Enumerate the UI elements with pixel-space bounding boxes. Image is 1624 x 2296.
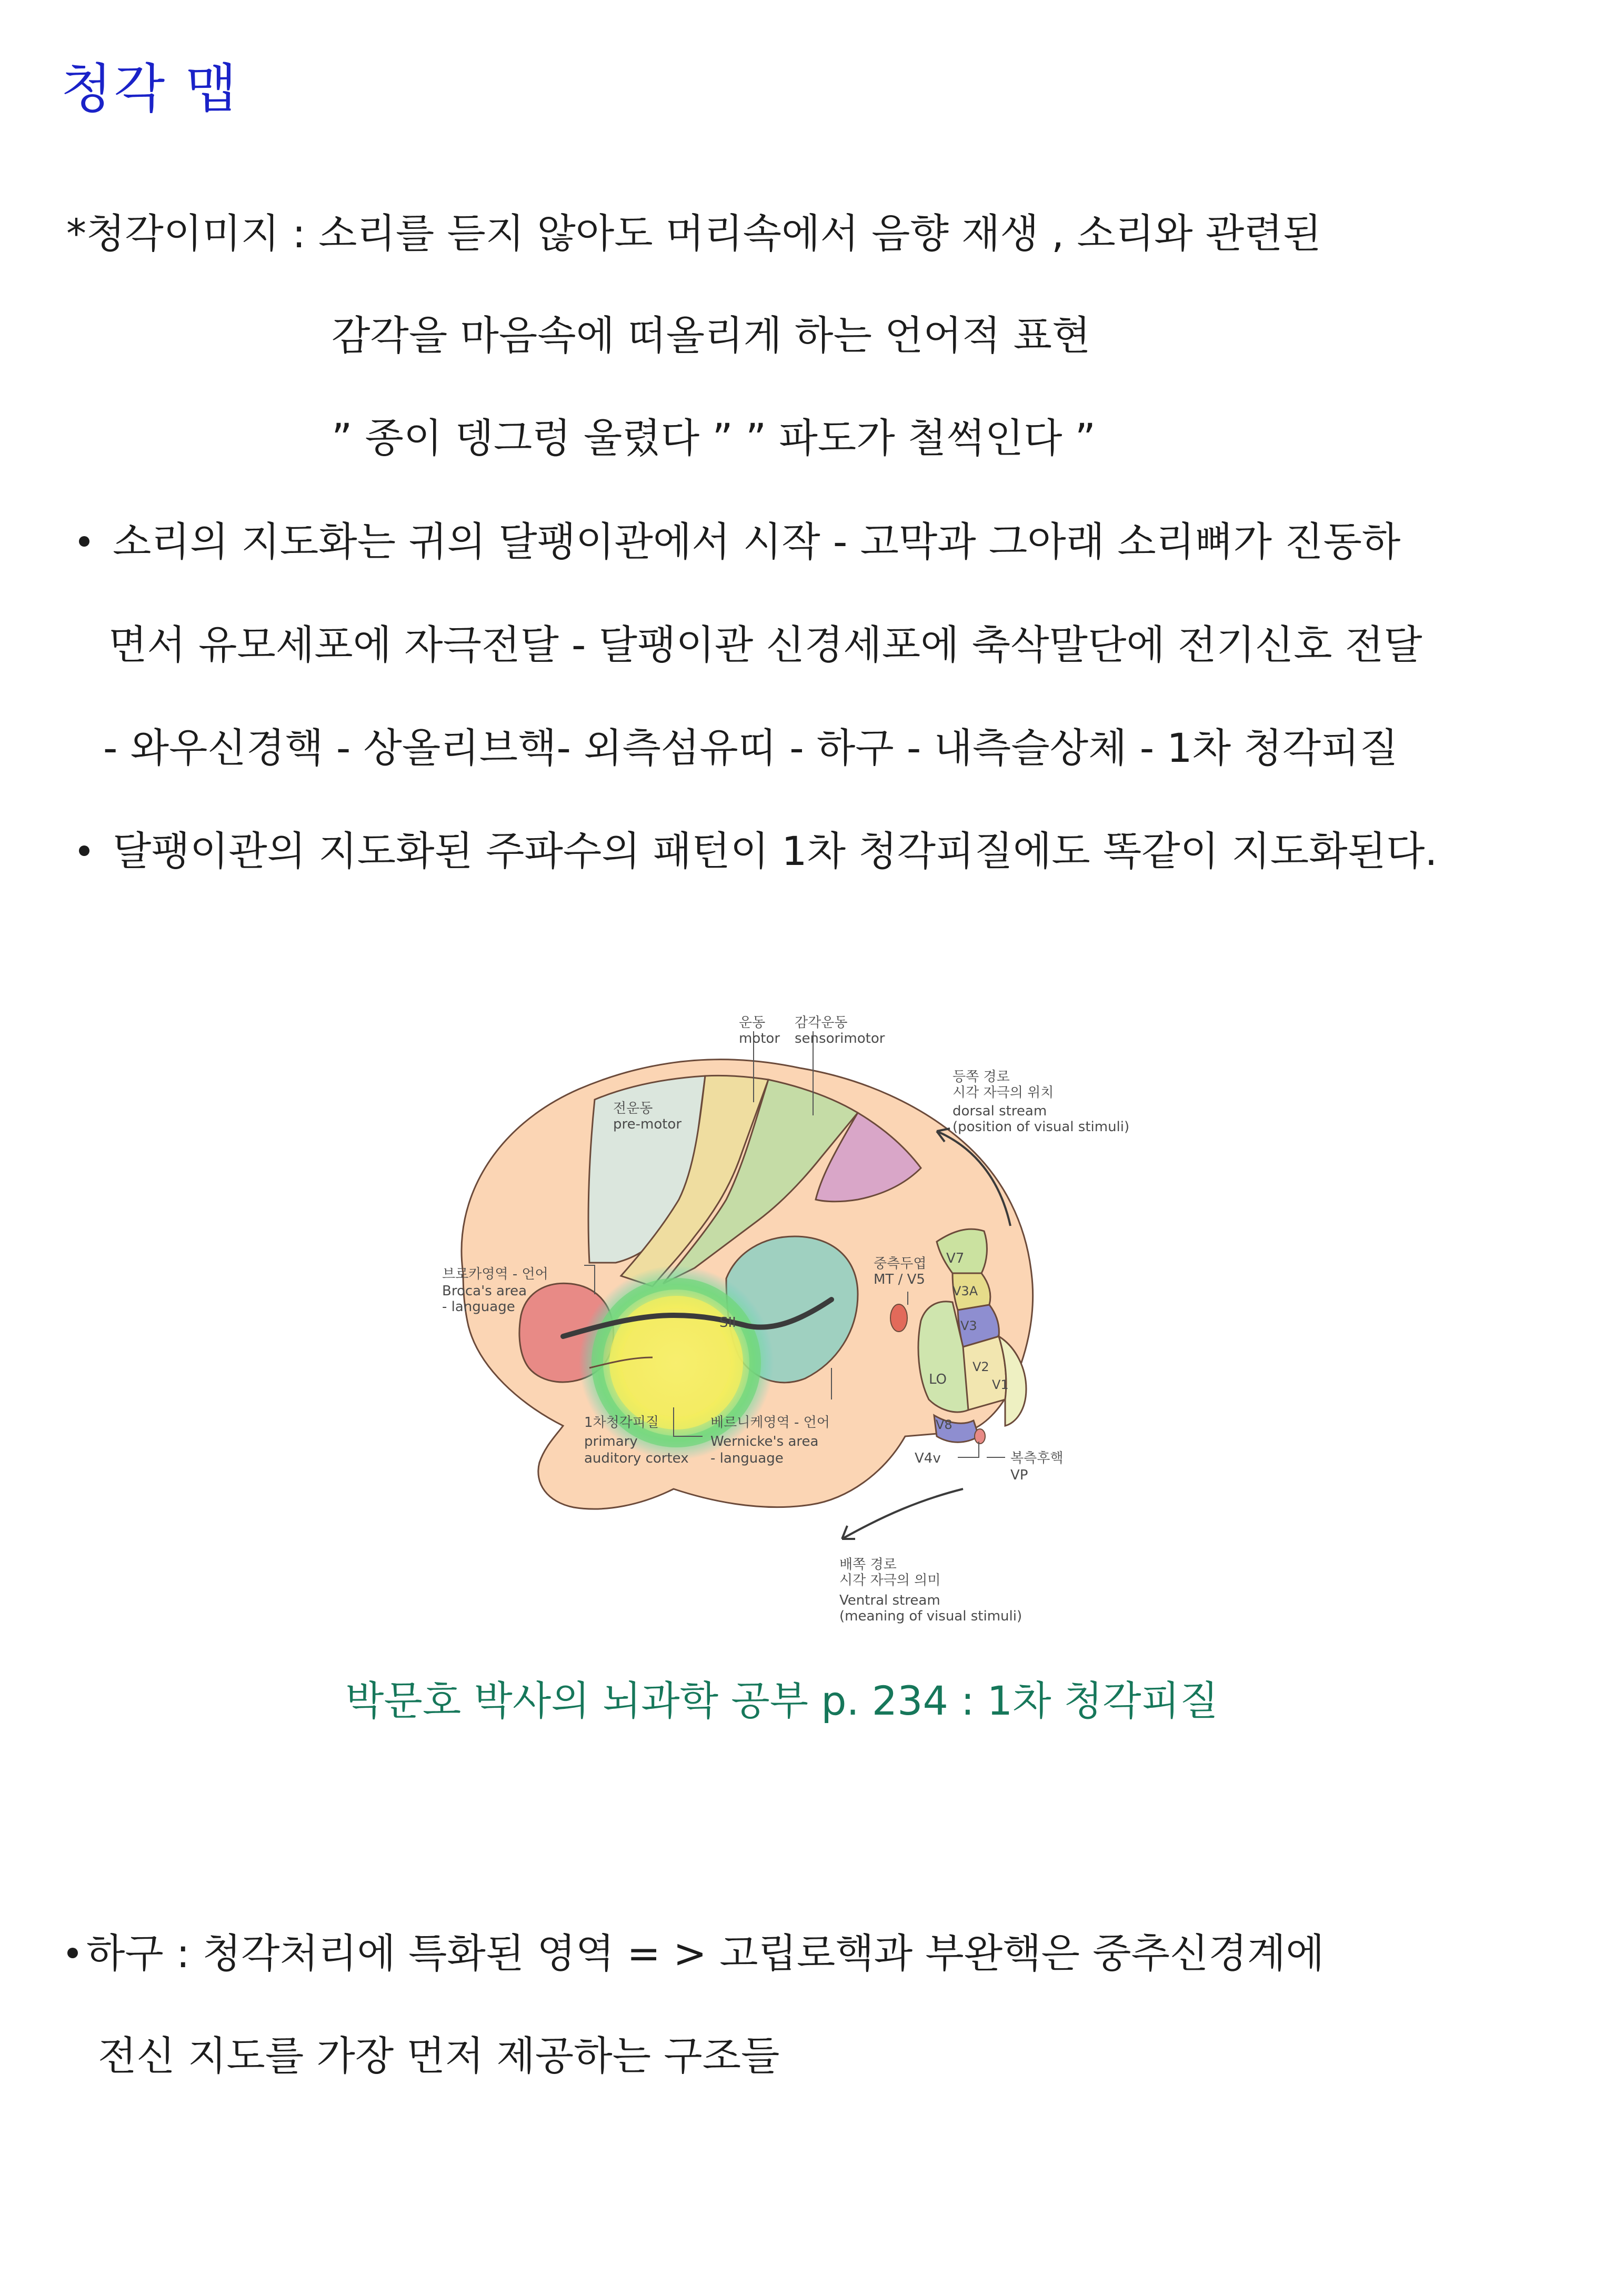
label-ventral-en1: Ventral stream [839, 1593, 940, 1608]
bullet-icon [79, 845, 89, 856]
label-ventral-en2: (meaning of visual stimuli) [839, 1608, 1022, 1624]
label-wernicke-en2: - language [710, 1451, 784, 1466]
bullet-2 [79, 828, 1438, 874]
bullet-3-text-1: 하구 : 청각처리에 특화된 영역 = > 고립로핵과 부완핵은 중추신경계에 [86, 1930, 1325, 1977]
label-dorsal-en1: dorsal stream [953, 1103, 1047, 1119]
label-motor-en: motor [739, 1031, 780, 1046]
label-wernicke-en1: Wernicke's area [710, 1434, 819, 1449]
label-v3a: V3A [953, 1284, 978, 1298]
brain-diagram [432, 1000, 1163, 1647]
figure-caption: 박문호 박사의 뇌과학 공부 p. 234 : 1차 청각피질 [345, 1677, 1219, 1724]
label-v2: V2 [973, 1360, 989, 1374]
bullet-3-line-1 [67, 1930, 1325, 1977]
label-ventral-ko2: 시각 자극의 의미 [839, 1573, 941, 1588]
page-title: 청각 맵 [61, 58, 239, 119]
intro-line-3: ” 종이 뎅그렁 울렸다 ” ” 파도가 철썩인다 ” [332, 415, 1096, 461]
label-broca-en2: - language [442, 1299, 515, 1315]
label-dorsal-ko2: 시각 자극의 위치 [953, 1085, 1054, 1101]
label-dorsal-ko1: 등쪽 경로 [953, 1069, 1010, 1085]
intro-line-2: 감각을 마음속에 떠올리게 하는 언어적 표현 [332, 312, 1091, 359]
label-broca-en1: Broca's area [442, 1283, 527, 1299]
label-vp-en: VP [1010, 1467, 1028, 1483]
label-premotor-ko: 전운동 [613, 1101, 653, 1116]
vp-region [975, 1429, 985, 1444]
label-mt-en: MT / V5 [874, 1272, 925, 1287]
label-sensorimotor-ko: 감각운동 [795, 1015, 848, 1031]
bullet-1-text-1: 소리의 지도화는 귀의 달팽이관에서 시작 - 고막과 그아래 소리뼈가 진동하 [113, 518, 1401, 565]
intro-line-1: *청각이미지 : 소리를 듣지 않아도 머리속에서 음향 재생 , 소리와 관련된 [66, 210, 1321, 257]
label-vp-ko: 복측후핵 [1010, 1451, 1064, 1466]
label-dorsal-en2: (position of visual stimuli) [953, 1119, 1130, 1135]
label-v7: V7 [946, 1251, 965, 1266]
label-v3: V3 [960, 1318, 977, 1333]
bullet-icon [67, 1948, 78, 1958]
label-wernicke-ko: 베르니케영역 - 언어 [710, 1415, 830, 1431]
bullet-2-text: 달팽이관의 지도화된 주파수의 패턴이 1차 청각피질에도 똑같이 지도화된다. [113, 828, 1438, 874]
label-a1-en1: primary [584, 1434, 638, 1449]
label-v1: V1 [992, 1377, 1009, 1392]
label-ventral-ko1: 배쪽 경로 [839, 1557, 897, 1573]
bullet-1-line-3: - 와우신경핵 - 상올리브핵- 외측섬유띠 - 하구 - 내측슬상체 - 1차 청각피질 [103, 724, 1398, 771]
label-premotor-en: pre-motor [613, 1116, 682, 1132]
bullet-3-line-2: 전신 지도를 가장 먼저 제공하는 구조들 [98, 2032, 780, 2079]
ventral-arrow [842, 1489, 963, 1539]
brain-figure [432, 1000, 1163, 1647]
label-lo: LO [929, 1372, 947, 1387]
bullet-1-line-2: 면서 유모세포에 자극전달 - 달팽이관 신경세포에 축삭말단에 전기신호 전달 [108, 621, 1422, 668]
label-v4v: V4v [915, 1451, 941, 1466]
label-broca-ko: 브로카영역 - 언어 [442, 1266, 548, 1282]
label-a1-en2: auditory cortex [584, 1451, 689, 1466]
label-motor-ko: 운동 [739, 1015, 766, 1031]
label-v8: V8 [936, 1417, 953, 1432]
label-s2: SII [719, 1315, 736, 1331]
label-a1-ko: 1차청각피질 [584, 1415, 659, 1431]
label-sensorimotor-en: sensorimotor [795, 1031, 885, 1046]
bullet-icon [79, 536, 89, 547]
bullet-1-line-1 [79, 518, 1401, 565]
mt-v5-region [890, 1304, 907, 1332]
label-mt-ko: 중측두엽 [874, 1256, 927, 1272]
